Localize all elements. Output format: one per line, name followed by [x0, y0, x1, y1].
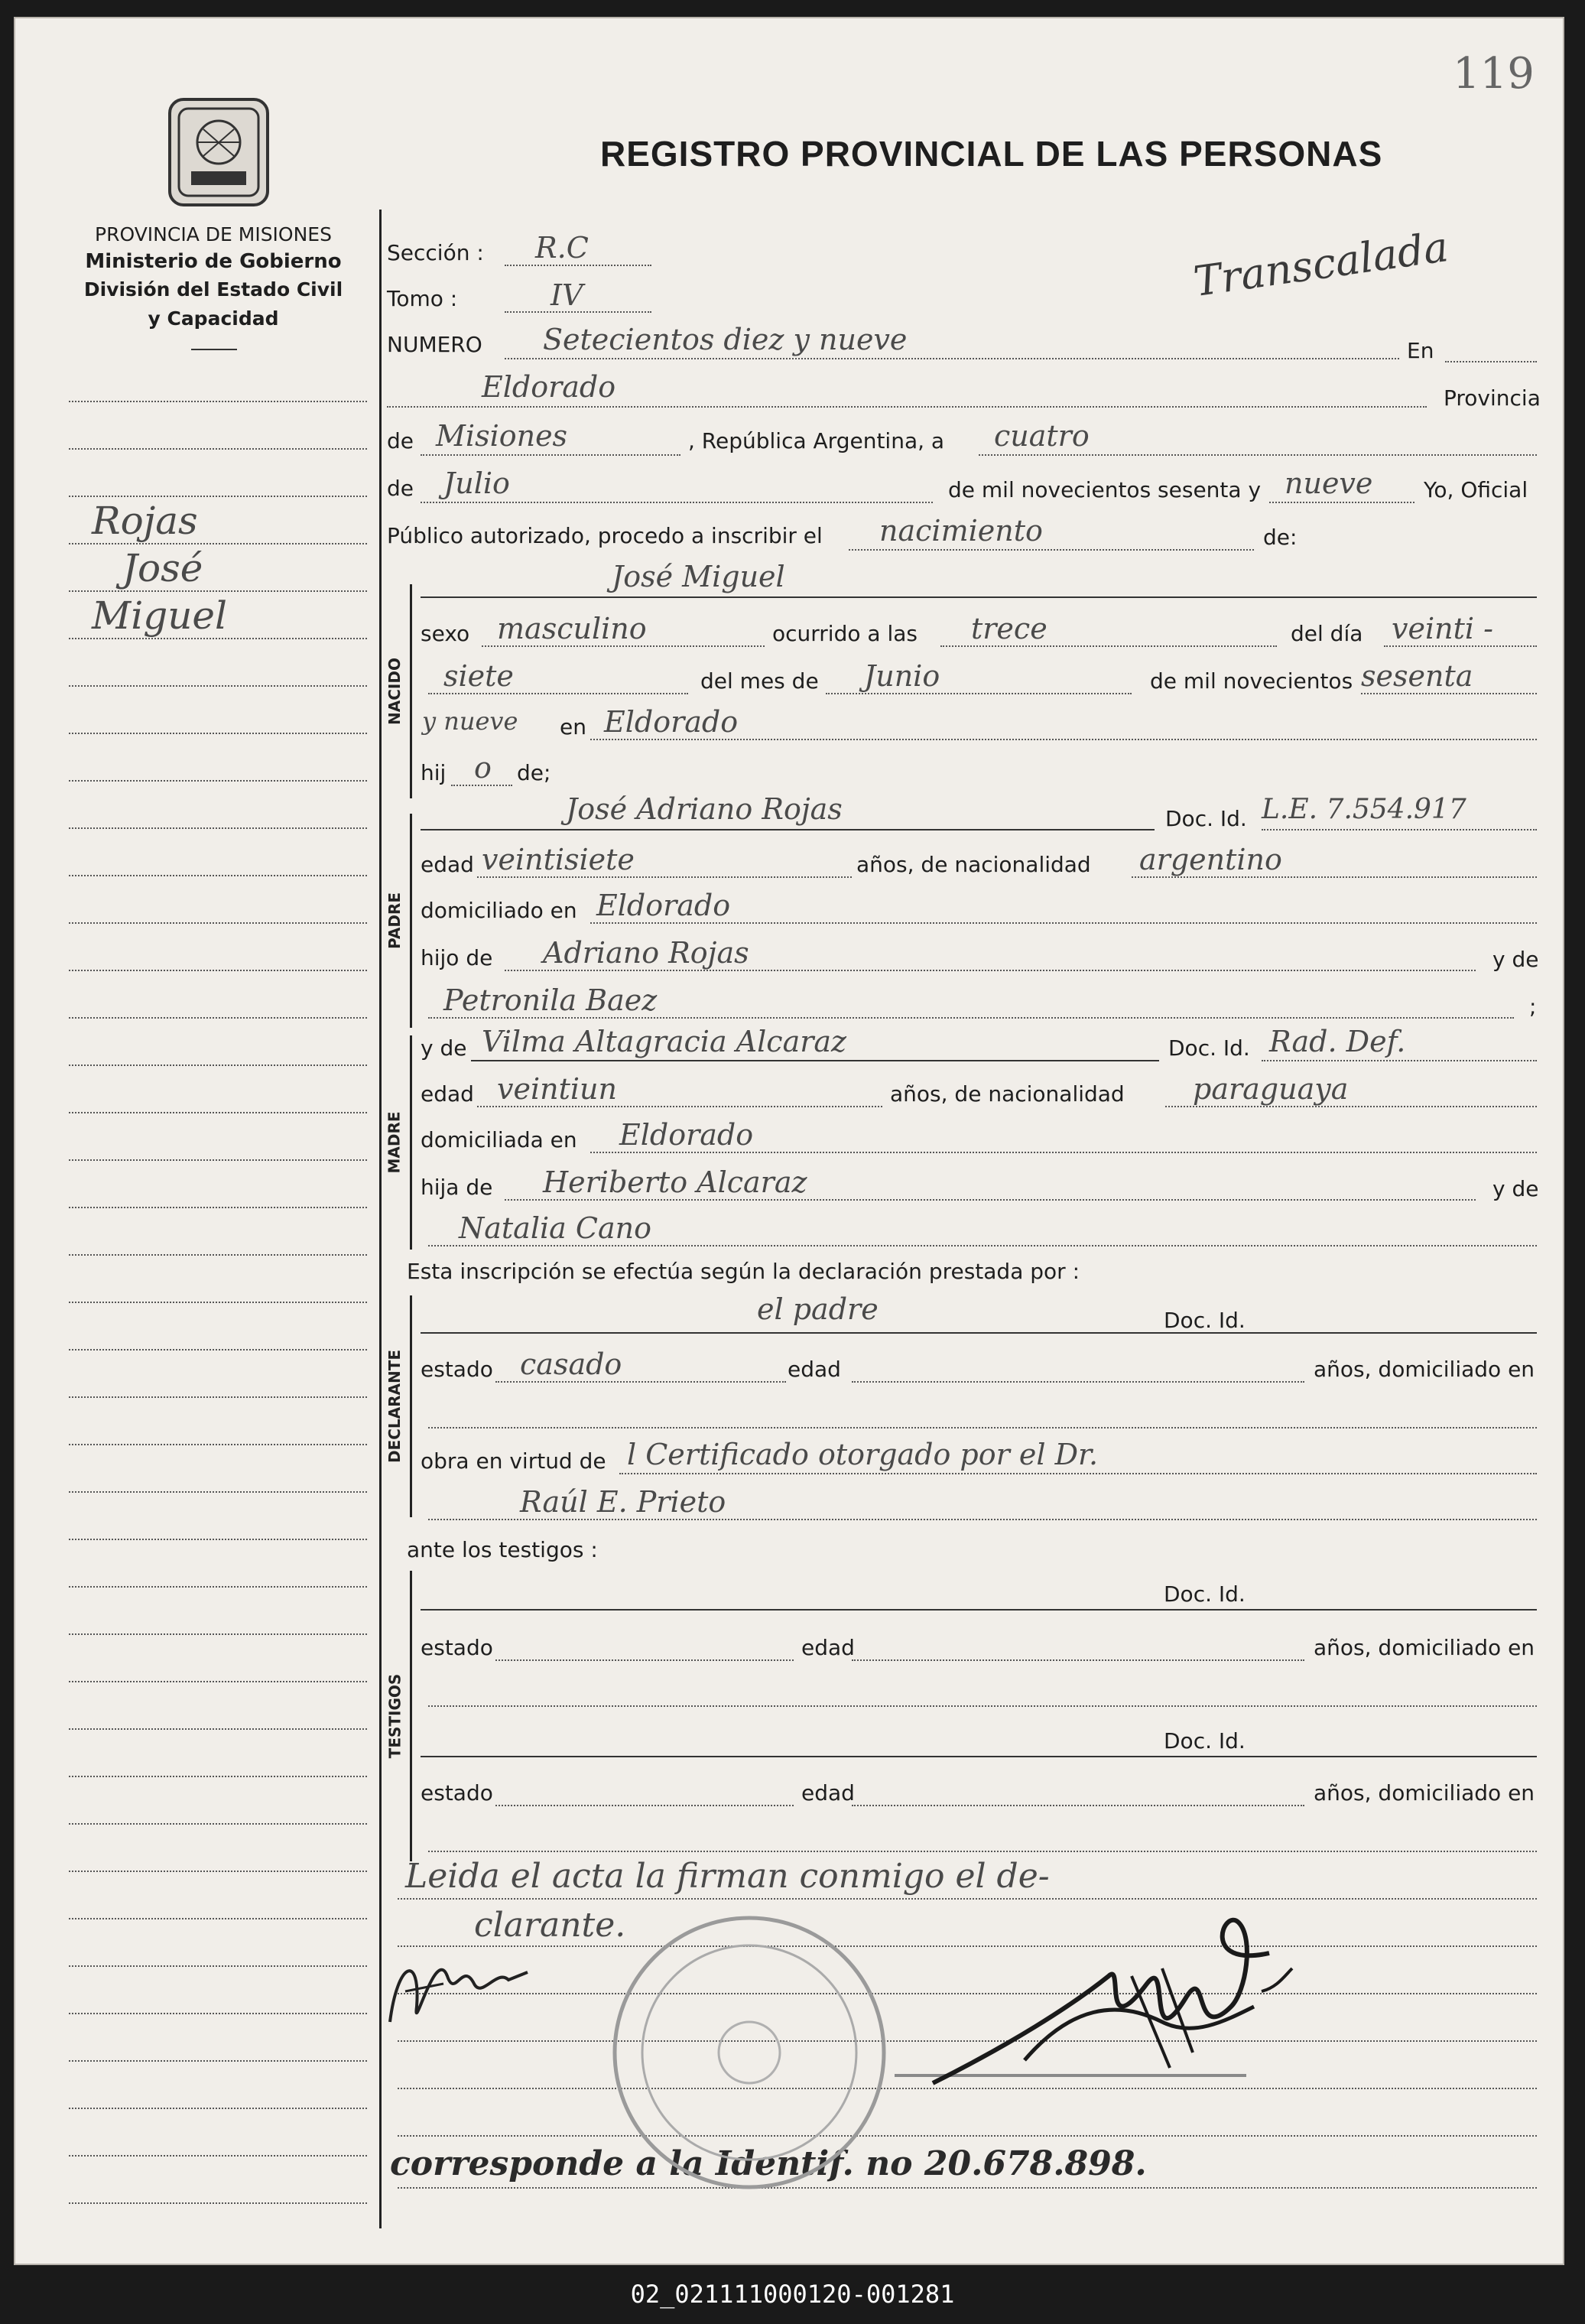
madre-madre-line: [428, 1245, 1537, 1247]
en-line: [1445, 361, 1537, 362]
sexo-line: [482, 645, 765, 647]
padre-nac-label: años, de nacionalidad: [856, 852, 1091, 877]
testigo1-dom-line: [428, 1705, 1537, 1707]
nota-value: corresponde a la Identif. no 20.678.898.: [390, 2144, 1147, 2183]
acto-line: [849, 549, 1254, 551]
declarante-edad-line: [852, 1381, 1304, 1383]
padre-y-de-label: y de: [1492, 947, 1539, 972]
padre-nac-line: [1132, 876, 1537, 878]
declarante-bracket: [410, 1295, 412, 1517]
provincial-seal-icon: [165, 95, 272, 210]
header-divider: [191, 349, 237, 350]
numero-label: NUMERO: [387, 332, 482, 357]
testigo1-edad-label: edad: [801, 1635, 855, 1660]
madre-dom-line: [590, 1152, 1537, 1153]
official-signature-icon: [918, 1892, 1315, 2106]
obra-value-2: Raúl E. Prieto: [520, 1485, 726, 1519]
margin-line: [69, 875, 367, 876]
testigo2-estado-label: estado: [421, 1780, 493, 1806]
anio-line: [1269, 502, 1414, 503]
anio-nac-line: [1361, 693, 1537, 694]
sexo-value: masculino: [497, 612, 647, 645]
margin-line: [69, 1159, 367, 1161]
padre-doc-line: [1262, 829, 1537, 830]
madre-y-de2-label: y de: [1492, 1176, 1539, 1201]
de-semi-label: de;: [517, 760, 551, 785]
margin-line: [69, 1965, 367, 1967]
testigo1-doc-label: Doc. Id.: [1164, 1581, 1246, 1607]
padre-semicolon: ;: [1529, 994, 1537, 1019]
division-label: División del Estado Civil: [83, 278, 343, 301]
de-colon-label: de:: [1263, 525, 1298, 550]
testigo1-anos-label: años, domiciliado en: [1314, 1635, 1535, 1660]
de-label-1: de: [387, 428, 414, 453]
madre-doc-value: Rad. Def.: [1269, 1025, 1406, 1058]
obra-line-1: [619, 1473, 1537, 1474]
testigo1-edad-line: [852, 1659, 1304, 1661]
madre-doc-label: Doc. Id.: [1168, 1035, 1250, 1061]
ocurrido-label: ocurrido a las: [772, 621, 918, 646]
declarante-anos-label: años, domiciliado en: [1314, 1357, 1535, 1382]
padre-madre-line: [428, 1017, 1514, 1019]
margin-line: [69, 401, 367, 402]
madre-dom-value: Eldorado: [619, 1118, 754, 1152]
dia-nac-value: veinti -: [1392, 612, 1493, 645]
seccion-value: R.C: [535, 231, 589, 265]
mes-value: Julio: [443, 466, 510, 500]
padre-nombre-line: [421, 829, 1155, 830]
margin-line: [69, 685, 367, 687]
dia-value: cuatro: [994, 419, 1090, 453]
margin-line: [69, 970, 367, 971]
ante-testigos-label: ante los testigos :: [407, 1537, 598, 1562]
margin-line: [69, 1918, 367, 1919]
de-mil-label: de mil novecientos sesenta y: [948, 477, 1262, 502]
padre-dom-line: [590, 922, 1537, 924]
margin-line: [69, 638, 367, 639]
declarante-estado-line: [495, 1381, 786, 1383]
mes-nac-value: Junio: [864, 659, 940, 693]
margin-line: [69, 1207, 367, 1208]
margin-line: [69, 1396, 367, 1398]
en-lc-label: en: [560, 714, 586, 739]
madre-edad-line: [477, 1106, 882, 1107]
margin-line: [69, 733, 367, 734]
testigo1-estado-label: estado: [421, 1635, 493, 1660]
padre-hijo-label: hijo de: [421, 945, 493, 970]
mes-nac-line: [826, 693, 1132, 694]
margin-second-name: Miguel: [92, 593, 227, 638]
hora-line: [940, 645, 1277, 647]
margin-line: [69, 1681, 367, 1682]
declarante-dom-line: [428, 1427, 1537, 1429]
margin-line: [69, 543, 367, 544]
madre-doc-line: [1262, 1060, 1537, 1061]
provincia-value: Misiones: [436, 419, 568, 453]
document-title: REGISTRO PROVINCIAL DE LAS PERSONAS: [600, 134, 1383, 174]
capacity-label: y Capacidad: [148, 307, 279, 330]
nombre-line: [421, 596, 1537, 598]
padre-padre-line: [505, 970, 1476, 971]
margin-line: [69, 1491, 367, 1493]
mes-line: [421, 502, 933, 503]
testigo2-anos-label: años, domiciliado en: [1314, 1780, 1535, 1806]
declarante-doc-label: Doc. Id.: [1164, 1308, 1246, 1333]
testigo1-estado-line: [495, 1659, 794, 1661]
dia-line: [979, 454, 1537, 456]
nombre-value: José Miguel: [612, 560, 785, 593]
blank-line-4: [398, 2135, 1537, 2137]
dia-nac-line: [1384, 645, 1537, 647]
margin-line: [69, 1064, 367, 1066]
padre-nac-value: argentino: [1139, 843, 1282, 876]
padre-bracket: [410, 814, 412, 1028]
anio-value: nueve: [1285, 466, 1373, 500]
padre-doc-value: L.E. 7.554.917: [1262, 794, 1466, 825]
padre-nombre-value: José Adriano Rojas: [566, 792, 843, 826]
testigos-bracket: [410, 1571, 412, 1861]
padre-dom-value: Eldorado: [596, 889, 731, 922]
margin-line: [69, 1823, 367, 1825]
margin-line: [69, 1586, 367, 1588]
madre-y-de-label: y de: [421, 1035, 467, 1061]
obra-value-1: l Certificado otorgado por el Dr.: [627, 1438, 1099, 1471]
declarante-estado-value: casado: [520, 1347, 622, 1381]
tomo-value: IV: [551, 278, 583, 312]
margin-line: [69, 1871, 367, 1872]
obra-line-2: [428, 1519, 1537, 1520]
margin-surname: Rojas: [92, 499, 198, 543]
margin-line: [69, 780, 367, 782]
margin-line: [69, 2202, 367, 2204]
hij-line: [451, 785, 512, 786]
republica-label: , República Argentina, a: [688, 428, 945, 453]
seccion-label: Sección :: [387, 240, 484, 265]
padre-edad-value: veintisiete: [482, 843, 635, 876]
acto-value: nacimiento: [879, 514, 1043, 548]
margin-line: [69, 1633, 367, 1635]
sexo-label: sexo: [421, 621, 470, 646]
nacido-bracket: [410, 584, 412, 798]
margin-line: [69, 2060, 367, 2062]
margin-line: [69, 922, 367, 924]
del-dia-label: del día: [1291, 621, 1363, 646]
madre-nac-label: años, de nacionalidad: [890, 1081, 1125, 1107]
provincia-label: Provincia: [1444, 385, 1541, 411]
madre-side-label: MADRE: [385, 1111, 404, 1174]
madre-madre-value: Natalia Cano: [459, 1211, 651, 1245]
page-number: 119: [1453, 49, 1535, 99]
obra-label: obra en virtud de: [421, 1448, 606, 1474]
declarante-edad-label: edad: [788, 1357, 841, 1382]
margin-line: [69, 1017, 367, 1019]
ministry-label: Ministerio de Gobierno: [85, 250, 342, 273]
provincia-line: [421, 454, 680, 456]
nota-line: [398, 2187, 1537, 2189]
scan-caption: 02_021111000120-001281: [630, 2280, 955, 2309]
hij-label: hij: [421, 760, 447, 785]
cierre-value-1: Leida el acta la firman conmigo el de-: [405, 1857, 1050, 1896]
lugar-line: [387, 406, 1427, 408]
declarante-nombre-line: [421, 1332, 1537, 1334]
testigo2-doc-label: Doc. Id.: [1164, 1728, 1246, 1754]
hij-suffix-value: o: [474, 751, 492, 785]
margin-line: [69, 1728, 367, 1730]
de-label-2: de: [387, 476, 414, 501]
margin-line: [69, 448, 367, 450]
margin-line: [69, 1349, 367, 1351]
margin-line: [69, 496, 367, 497]
margin-line: [69, 827, 367, 829]
seccion-line: [505, 265, 651, 266]
madre-nac-line: [1165, 1106, 1537, 1107]
margin-line: [69, 2013, 367, 2014]
margin-line: [69, 1444, 367, 1445]
tomo-label: Tomo :: [387, 286, 458, 311]
lugar-nac-value: Eldorado: [604, 705, 739, 739]
publico-label: Público autorizado, procedo a inscribir el: [387, 523, 823, 548]
declarante-side-label: DECLARANTE: [385, 1349, 404, 1464]
margin-line: [69, 2155, 367, 2157]
testigo1-nombre-line: [421, 1609, 1537, 1611]
official-round-stamp-icon: [604, 1907, 895, 2198]
inscripcion-label: Esta inscripción se efectúa según la declaración prestada por :: [407, 1259, 1080, 1284]
madre-hija-label: hija de: [421, 1175, 493, 1200]
madre-nombre-line: [471, 1060, 1159, 1061]
margin-line: [69, 2108, 367, 2109]
dia-nac2-line: [428, 693, 688, 694]
declarant-signature-icon: [375, 1930, 543, 2045]
madre-nac-value: paraguaya: [1193, 1072, 1349, 1106]
testigo2-estado-line: [495, 1805, 794, 1806]
nacido-side-label: NACIDO: [385, 658, 404, 725]
madre-edad-label: edad: [421, 1081, 474, 1107]
province-label: PROVINCIA DE MISIONES: [95, 223, 332, 245]
margin-first-name: José: [122, 546, 203, 590]
margin-line: [69, 590, 367, 592]
madre-nombre-value: Vilma Altagracia Alcaraz: [482, 1025, 847, 1058]
anio-nac-value: sesenta: [1361, 659, 1473, 693]
lugar-value: Eldorado: [482, 370, 616, 404]
margin-line: [69, 1112, 367, 1113]
testigo2-edad-line: [852, 1805, 1304, 1806]
madre-padre-line: [505, 1199, 1476, 1201]
testigo2-edad-label: edad: [801, 1780, 855, 1806]
testigo2-nombre-line: [421, 1756, 1537, 1757]
en-label: En: [1407, 338, 1434, 363]
padre-side-label: PADRE: [385, 892, 404, 949]
document-page: [14, 17, 1564, 2265]
madre-dom-label: domiciliada en: [421, 1127, 577, 1152]
lugar-nac-line: [590, 739, 1537, 740]
numero-value: Setecientos diez y nueve: [543, 323, 908, 356]
declarante-value: el padre: [757, 1292, 879, 1326]
padre-edad-line: [477, 876, 852, 878]
anio-nac2-value: y nueve: [422, 707, 518, 736]
de-mil2-label: de mil novecientos: [1150, 668, 1353, 694]
padre-edad-label: edad: [421, 852, 474, 877]
testigo2-dom-line: [428, 1851, 1537, 1852]
del-mes-label: del mes de: [700, 668, 819, 694]
numero-line: [505, 358, 1399, 359]
madre-padre-value: Heriberto Alcaraz: [543, 1165, 807, 1199]
testigos-side-label: TESTIGOS: [385, 1673, 404, 1759]
dia-nac2-value: siete: [443, 659, 514, 693]
margin-line: [69, 1539, 367, 1540]
yo-oficial-label: Yo, Oficial: [1424, 477, 1528, 502]
transcribed-stamp: Transcalada: [1190, 222, 1451, 307]
padre-padre-value: Adriano Rojas: [543, 936, 749, 970]
madre-bracket: [410, 1035, 412, 1250]
madre-edad-value: veintiun: [497, 1072, 617, 1106]
hora-value: trece: [971, 612, 1047, 645]
cierre-value-2: clarante.: [474, 1906, 626, 1945]
margin-line: [69, 1302, 367, 1303]
margin-line: [69, 1776, 367, 1777]
declarante-estado-label: estado: [421, 1357, 493, 1382]
margin-line: [69, 1254, 367, 1256]
padre-doc-label: Doc. Id.: [1165, 806, 1247, 831]
padre-dom-label: domiciliado en: [421, 898, 577, 923]
padre-madre-value: Petronila Baez: [443, 983, 658, 1017]
